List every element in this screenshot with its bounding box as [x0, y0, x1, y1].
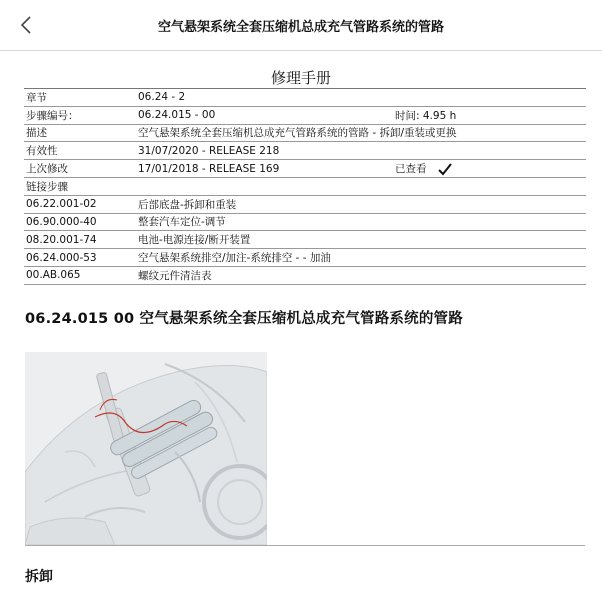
link-row[interactable]	[24, 195, 586, 213]
link-code[interactable]: 06.22.001-02	[24, 195, 136, 213]
links-label: 链接步骤	[24, 177, 586, 195]
subsection-title: 拆卸	[25, 569, 53, 585]
table-row	[24, 89, 586, 107]
link-code[interactable]: 06.24.000-53	[24, 249, 136, 267]
link-row[interactable]	[24, 249, 586, 267]
page-title: 空气悬架系统全套压缩机总成充气管路系统的管路	[157, 20, 444, 35]
component-illustration	[25, 352, 267, 545]
modified-value: 17/01/2018 - RELEASE 169	[136, 160, 393, 178]
checkmark-icon	[438, 163, 452, 176]
table-row	[24, 160, 586, 178]
top-bar	[0, 0, 602, 51]
link-row[interactable]	[24, 231, 586, 249]
link-row[interactable]	[24, 266, 586, 284]
table-row	[24, 106, 586, 124]
chapter-value: 06.24 - 2	[136, 89, 393, 107]
step-value: 06.24.015 - 00	[136, 106, 393, 124]
link-row[interactable]	[24, 213, 586, 231]
doc-title: 修理手册	[270, 69, 331, 87]
link-text[interactable]: 螺纹元件清洁表	[136, 266, 586, 284]
link-code[interactable]: 08.20.001-74	[24, 231, 136, 249]
meta-table	[24, 88, 586, 285]
step-label: 步骤编号：	[24, 106, 136, 124]
table-row	[24, 124, 586, 142]
link-text[interactable]: 后部底盘-拆卸和重装	[136, 195, 586, 213]
table-row	[24, 177, 586, 195]
link-code[interactable]: 06.90.000-40	[24, 213, 136, 231]
time-value: 时间: 4.95 h	[393, 106, 586, 124]
viewed-label: 已查看	[395, 163, 427, 176]
chapter-label: 章节	[24, 89, 136, 107]
table-row	[24, 142, 586, 160]
link-text[interactable]: 电池-电源连接/断开装置	[136, 231, 586, 249]
modified-label: 上次修改	[24, 160, 136, 178]
desc-value: 空气悬架系统全套压缩机总成充气管路系统的管路 - 拆卸/重装或更换	[136, 124, 586, 142]
desc-label: 描述	[24, 124, 136, 142]
link-code[interactable]: 00.AB.065	[24, 266, 136, 284]
viewed-cell	[393, 160, 586, 178]
link-text[interactable]: 空气悬架系统排空/加注-系统排空 - - 加油	[136, 249, 586, 267]
divider	[25, 545, 585, 546]
validity-value: 31/07/2020 - RELEASE 218	[136, 142, 393, 160]
section-title: 06.24.015 00 空气悬架系统全套压缩机总成充气管路系统的管路	[25, 311, 463, 327]
validity-label: 有效性	[24, 142, 136, 160]
link-text[interactable]: 整套汽车定位-调节	[136, 213, 586, 231]
